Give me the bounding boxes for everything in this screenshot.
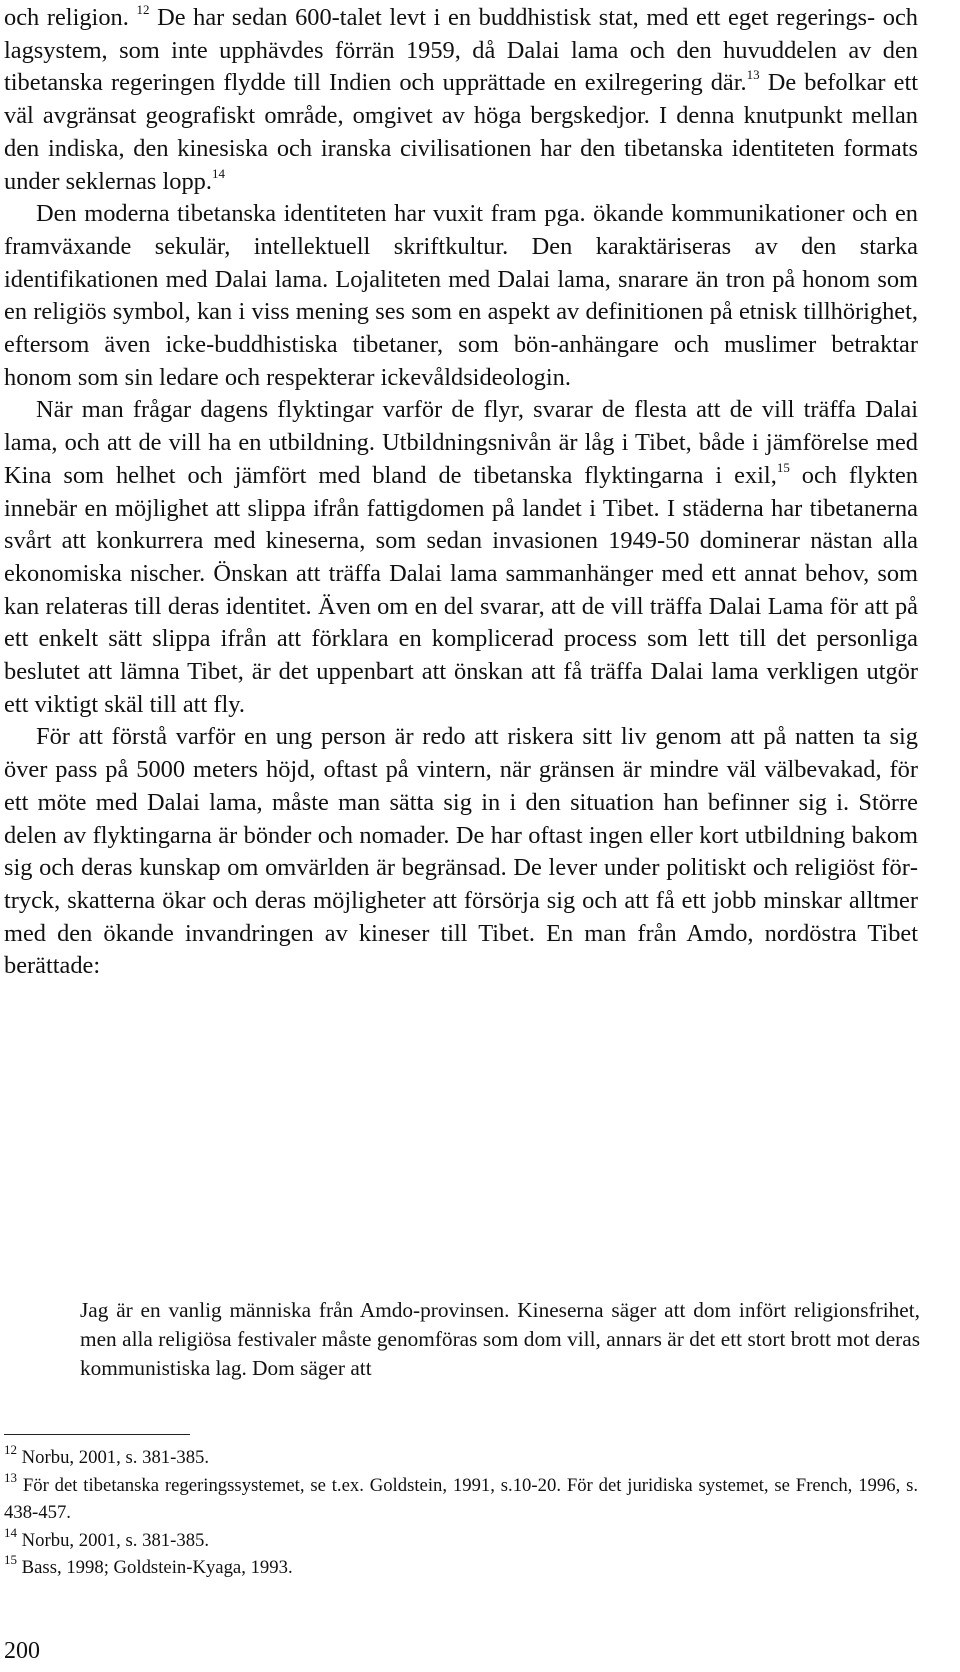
paragraph-text: För att förstå varför en ung person är redo att riskera sitt liv genom att på natten ta sig över pass på 5000 meters höjd, oftast på vintern, när gränsen är mindre väl välbevakad, för ett möte med Dalai lama, måste man sätta sig in i den situation han befinner sig i. Större delen av flyktingarna är bönder och nomader. De har oftast ingen eller kort utbildning bakom sig och deras kunskap om omvärlden är begränsad. De lever under politiskt och religiöst förtryck, skatterna ökar och deras möjligheter att försörja sig och att få ett jobb minskar alltmer med den ökande invandringen av kineser till Tibet. En man från Amdo, nordöstra Tibet berättade:	[4, 723, 918, 980]
document-page	[4, 2, 918, 983]
footnote-13	[4, 1469, 919, 1527]
footnote-text: Norbu, 2001, s. 381-385.	[21, 1447, 210, 1468]
footnote-number: 12	[4, 1442, 17, 1457]
paragraph-text: och religion.	[4, 4, 137, 31]
footnote-ref-13[interactable]: 13	[746, 67, 760, 83]
footnote-number: 13	[4, 1469, 17, 1485]
footnote-text: Norbu, 2001, s. 381-385.	[21, 1529, 210, 1551]
footnote-text: Bass, 1998; Goldstein-Kyaga, 1993.	[21, 1557, 293, 1578]
footnote-separator	[4, 1434, 190, 1435]
paragraph-4	[4, 721, 918, 983]
paragraph-text: De befolkar ett väl avgränsat geografiskt område, omgivet av höga bergskedjor. I denna knutpunkt mellan den indiska, den kinesiska och iranska civilisationen har den tibetanska identiteten formats under seklernas lopp.	[4, 69, 918, 195]
footnote-15	[4, 1554, 918, 1582]
paragraph-text: Den moderna tibetanska identiteten har vuxit fram pga. ökande kommunikationer och en framväxande sekulär, intellektuell skriftkultur. Den karaktäriseras av den starka identifikationen med Dalai lama. Lojaliteten med Dalai lama, snarare än tron på honom som en religiös symbol, kan i viss mening ses som en aspekt av definitionen på etnisk tillhörighet, eftersom även icke-buddhistiska tibetaner, som bön-anhängare och muslimer betraktar honom som sin ledare och respekterar ickevåldsideologin.	[4, 200, 918, 391]
paragraph-3	[4, 394, 918, 721]
paragraph-text: och flykten innebär en möjlighet att slippa ifrån fattigdomen på landet i Tibet. I städerna har tibetanerna svårt att konkurrera med kineserna, som sedan invasionen 1949-50 dominerar nästan alla ekonomiska nischer. Önskan att träffa Dalai lama sammanhänger med ett annat behov, som kan relateras till deras identitet. Även om en del svarar, att de vill träffa Dalai Lama för att på ett enkelt sätt slippa ifrån att förklara en komplicerad process som lett till det personliga beslutet att lämna Tibet, är det uppenbart att önskan att få träffa Dalai lama verkligen utgör ett viktigt skäl till att fly.	[4, 461, 919, 718]
footnote-14	[4, 1524, 918, 1555]
footnote-ref-15[interactable]: 15	[776, 459, 790, 475]
footnotes	[4, 1444, 918, 1582]
footnote-number: 15	[4, 1552, 17, 1567]
footnote-ref-14[interactable]: 14	[211, 165, 225, 181]
main-text	[4, 2, 918, 983]
paragraph-2	[4, 198, 918, 394]
footnote-12	[4, 1444, 918, 1472]
paragraph-text: De har sedan 600-talet levt i en buddhistisk stat, med ett eget regerings- och lagsystem, som inte upphävdes förrän 1959, då Dalai lama och den huvuddelen av den tibetanska regeringen flydde till Indien och upprättade en exilregering där.	[4, 4, 919, 97]
footnote-ref-12[interactable]: 12	[136, 2, 150, 17]
paragraph-1	[4, 2, 918, 198]
page-number: 200	[4, 1638, 40, 1664]
paragraph-text: När man frågar dagens flyktingar varför de flyr, svarar de flesta att de vill träffa Dalai lama, och att de vill ha en utbildning. Utbildningsnivån är låg i Tibet, både i jämförelse med Kina som helhet och jämfört med bland de tibetanska flyktingarna i exil,	[4, 396, 918, 489]
footnote-text: För det tibetanska regeringssystemet, se t.ex. Goldstein, 1991, s.10-20. För det juridiska systemet, se French, 1996, s. 438-457.	[4, 1474, 919, 1523]
block-quote: Jag är en vanlig människa från Amdo-provinsen. Kineserna säger att dom infört religionsfrihet, men alla religiösa festivaler måste genomföras som dom vill, annars är det ett stort brott mot deras kommunistiska lag. Dom säger att	[80, 1298, 920, 1380]
footnote-number: 14	[4, 1524, 17, 1540]
